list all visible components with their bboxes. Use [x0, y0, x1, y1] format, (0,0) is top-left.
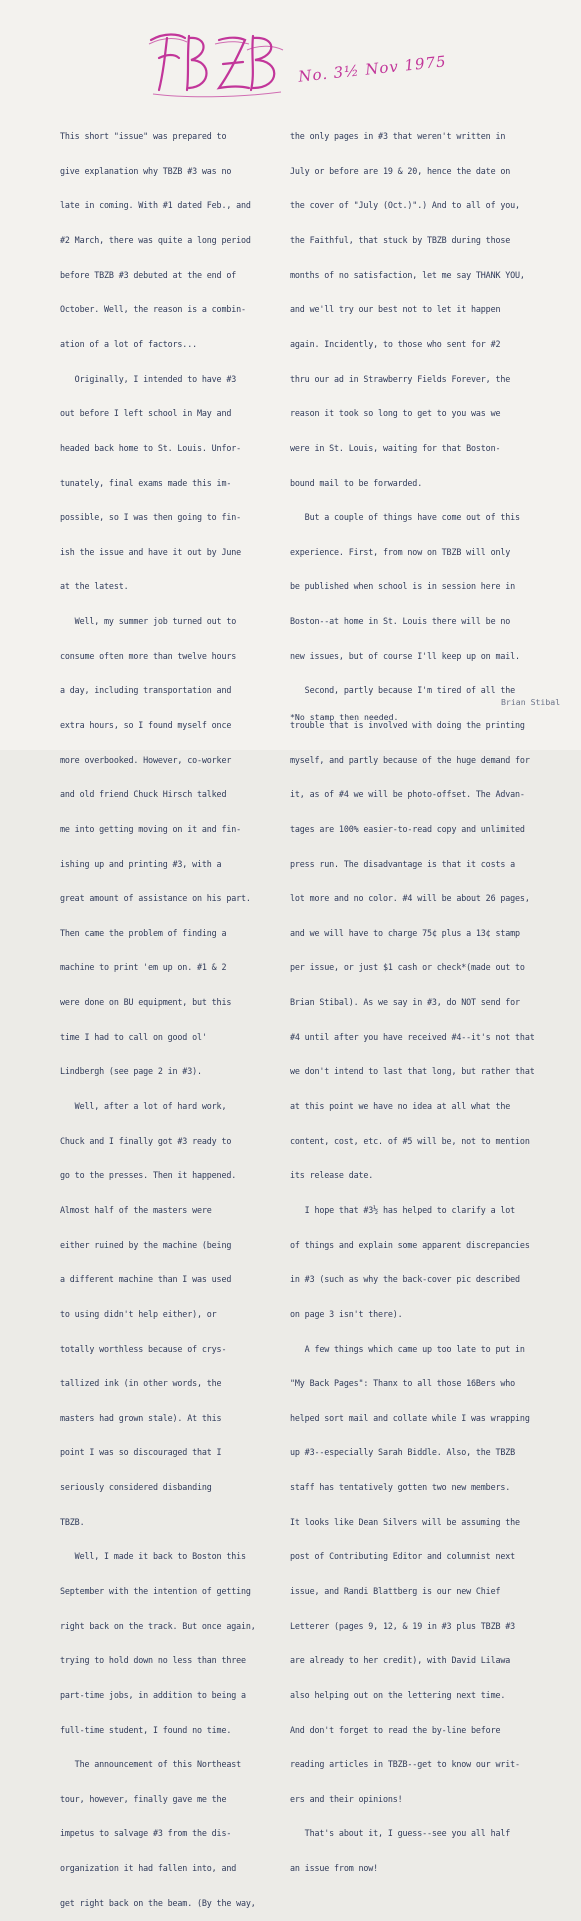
- text-line: It looks like Dean Silvers will be assuming the: [290, 1516, 520, 1527]
- text-line: post of Contributing Editor and columnist next: [290, 1551, 516, 1562]
- tbzb-logo-drawing: [145, 28, 285, 98]
- text-line: Lindbergh (see page 2 in #3).: [60, 1066, 202, 1077]
- text-line: Well, I made it back to Boston this: [60, 1551, 246, 1562]
- author-signature: Brian Stibal: [501, 697, 561, 707]
- text-line: were in St. Louis, waiting for that Boston-: [290, 442, 501, 453]
- text-line: helped sort mail and collate while I was wrapping: [290, 1412, 530, 1423]
- text-line: tunately, final exams made this im-: [60, 477, 232, 488]
- text-line: reading articles in TBZB--get to know our writ-: [290, 1759, 520, 1770]
- text-line: be published when school is in session here in: [290, 581, 516, 592]
- text-line: lot more and no color. #4 will be about 26 pages,: [290, 893, 530, 904]
- text-line: at this point we have no idea at all what the: [290, 1101, 511, 1112]
- text-line: Chuck and I finally got #3 ready to: [60, 1135, 232, 1146]
- text-line: and old friend Chuck Hirsch talked: [60, 789, 227, 800]
- text-line: a day, including transportation and: [60, 685, 232, 696]
- text-line: September with the intention of getting: [60, 1586, 251, 1596]
- text-line: late in coming. With #1 dated Feb., and: [60, 200, 251, 211]
- text-line: masters had grown stale). At this: [60, 1412, 222, 1423]
- text-line: organization it had fallen into, and: [60, 1863, 237, 1874]
- text-line: Originally, I intended to have #3: [60, 373, 237, 384]
- text-line: This short "issue" was prepared to: [60, 131, 227, 142]
- text-line: October. Well, the reason is a combin-: [60, 304, 246, 315]
- text-line: either ruined by the machine (being: [60, 1239, 232, 1250]
- text-line: possible, so I was then going to fin-: [60, 512, 242, 523]
- text-line: Second, partly because I'm tired of all the: [290, 685, 516, 696]
- text-line: impetus to salvage #3 from the dis-: [60, 1828, 232, 1839]
- text-line: up #3--especially Sarah Biddle. Also, the TBZB: [290, 1447, 516, 1458]
- text-line: trying to hold down no less than three: [60, 1655, 246, 1666]
- text-line: the Faithful, that stuck by TBZB during those: [290, 235, 511, 246]
- text-line: machine to print 'em up on. #1 & 2: [60, 962, 227, 973]
- text-line: also helping out on the lettering next time.: [290, 1689, 506, 1700]
- text-line: A few things which came up too late to put in: [290, 1343, 525, 1354]
- text-line: were done on BU equipment, but this: [60, 997, 232, 1008]
- text-line: full-time student, I found no time.: [60, 1724, 232, 1735]
- text-line: in #3 (such as why the back-cover pic described: [290, 1274, 520, 1285]
- text-line: TBZB.: [60, 1516, 85, 1527]
- text-line: go to the presses. Then it happened.: [60, 1170, 237, 1181]
- right-text-column: [290, 108, 561, 1886]
- text-line: before TBZB #3 debuted at the end of: [60, 269, 237, 280]
- text-line: on page 3 isn't there).: [290, 1308, 403, 1319]
- text-line: point I was so discouraged that I: [60, 1447, 222, 1458]
- text-line: tages are 100% easier-to-read copy and unlimited: [290, 823, 525, 834]
- text-line: thru our ad in Strawberry Fields Forever, the: [290, 373, 511, 384]
- text-line: great amount of assistance on his part.: [60, 893, 251, 904]
- text-line: an issue from now!: [290, 1863, 379, 1874]
- text-line: content, cost, etc. of #5 will be, not to mention: [290, 1135, 530, 1146]
- text-line: staff has tentatively gotten two new members.: [290, 1482, 511, 1493]
- text-line: Brian Stibal). As we say in #3, do NOT send for: [290, 997, 520, 1008]
- text-line: issue, and Randi Blattberg is our new Chief: [290, 1586, 501, 1596]
- text-line: That's about it, I guess--see you all half: [290, 1828, 511, 1839]
- text-line: give explanation why TBZB #3 was no: [60, 165, 232, 176]
- text-line: ish the issue and have it out by June: [60, 546, 242, 557]
- text-line: and we will have to charge 75¢ plus a 13¢ stamp: [290, 927, 520, 938]
- text-line: tour, however, finally gave me the: [60, 1793, 227, 1804]
- text-line: Letterer (pages 9, 12, & 19 in #3 plus TBZB #3: [290, 1620, 516, 1631]
- text-line: per issue, or just $1 cash or check*(made out to: [290, 962, 525, 973]
- text-line: trouble that is involved with doing the printing: [290, 719, 525, 730]
- text-line: Well, after a lot of hard work,: [60, 1101, 227, 1112]
- text-line: experience. First, from now on TBZB will only: [290, 546, 511, 557]
- text-line: "My Back Pages": Thanx to all those 16Bers who: [290, 1378, 516, 1389]
- text-line: myself, and partly because of the huge demand for: [290, 754, 530, 765]
- text-line: extra hours, so I found myself once: [60, 719, 232, 730]
- text-line: the only pages in #3 that weren't written in: [290, 131, 506, 142]
- text-line: Almost half of the masters were: [60, 1204, 212, 1215]
- text-line: ation of a lot of factors...: [60, 338, 197, 349]
- text-line: The announcement of this Northeast: [60, 1759, 242, 1770]
- footnote: *No stamp then needed.: [290, 712, 399, 722]
- text-line: ishing up and printing #3, with a: [60, 858, 222, 869]
- text-line: its release date.: [290, 1170, 374, 1181]
- text-line: again. Incidently, to those who sent for #2: [290, 338, 501, 349]
- text-line: get right back on the beam. (By the way,: [60, 1897, 256, 1908]
- text-line: are already to her credit), with David Lilawa: [290, 1655, 511, 1666]
- text-line: out before I left school in May and: [60, 408, 232, 419]
- text-line: right back on the track. But once again,: [60, 1620, 256, 1631]
- text-line: consume often more than twelve hours: [60, 650, 237, 661]
- text-line: And don't forget to read the by-line before: [290, 1724, 501, 1735]
- text-line: I hope that #3½ has helped to clarify a lot: [290, 1204, 516, 1215]
- text-line: to using didn't help either), or: [60, 1308, 217, 1319]
- text-line: months of no satisfaction, let me say THANK YOU,: [290, 269, 525, 280]
- text-line: it, as of #4 we will be photo-offset. The Advan-: [290, 789, 525, 800]
- text-line: bound mail to be forwarded.: [290, 477, 423, 488]
- text-line: a different machine than I was used: [60, 1274, 232, 1285]
- text-line: and we'll try our best not to let it happen: [290, 304, 501, 315]
- text-line: #2 March, there was quite a long period: [60, 235, 251, 246]
- text-line: part-time jobs, in addition to being a: [60, 1689, 246, 1700]
- text-line: seriously considered disbanding: [60, 1482, 212, 1493]
- text-line: But a couple of things have come out of this: [290, 512, 520, 523]
- text-line: Then came the problem of finding a: [60, 927, 227, 938]
- masthead-logo: [145, 28, 285, 98]
- text-line: tallized ink (in other words, the: [60, 1378, 222, 1389]
- text-line: headed back home to St. Louis. Unfor-: [60, 442, 242, 453]
- left-text-column: [60, 108, 285, 1921]
- text-line: #4 until after you have received #4--it's not that: [290, 1031, 535, 1042]
- text-line: me into getting moving on it and fin-: [60, 823, 242, 834]
- text-line: ers and their opinions!: [290, 1793, 403, 1804]
- issue-number-note: No. 3½ Nov 1975: [297, 52, 448, 86]
- text-line: time I had to call on good ol': [60, 1031, 207, 1042]
- text-line: more overbooked. However, co-worker: [60, 754, 232, 765]
- text-line: totally worthless because of crys-: [60, 1343, 227, 1354]
- text-line: the cover of "July (Oct.)".) And to all of you,: [290, 200, 520, 211]
- text-line: at the latest.: [60, 581, 129, 592]
- text-line: press run. The disadvantage is that it costs a: [290, 858, 516, 869]
- text-line: Boston--at home in St. Louis there will be no: [290, 616, 511, 627]
- text-line: reason it took so long to get to you was we: [290, 408, 501, 419]
- text-line: July or before are 19 & 20, hence the date on: [290, 165, 511, 176]
- text-line: we don't intend to last that long, but rather that: [290, 1066, 535, 1077]
- text-line: new issues, but of course I'll keep up on mail.: [290, 650, 520, 661]
- text-line: Well, my summer job turned out to: [60, 616, 237, 627]
- text-line: of things and explain some apparent discrepancies: [290, 1239, 530, 1250]
